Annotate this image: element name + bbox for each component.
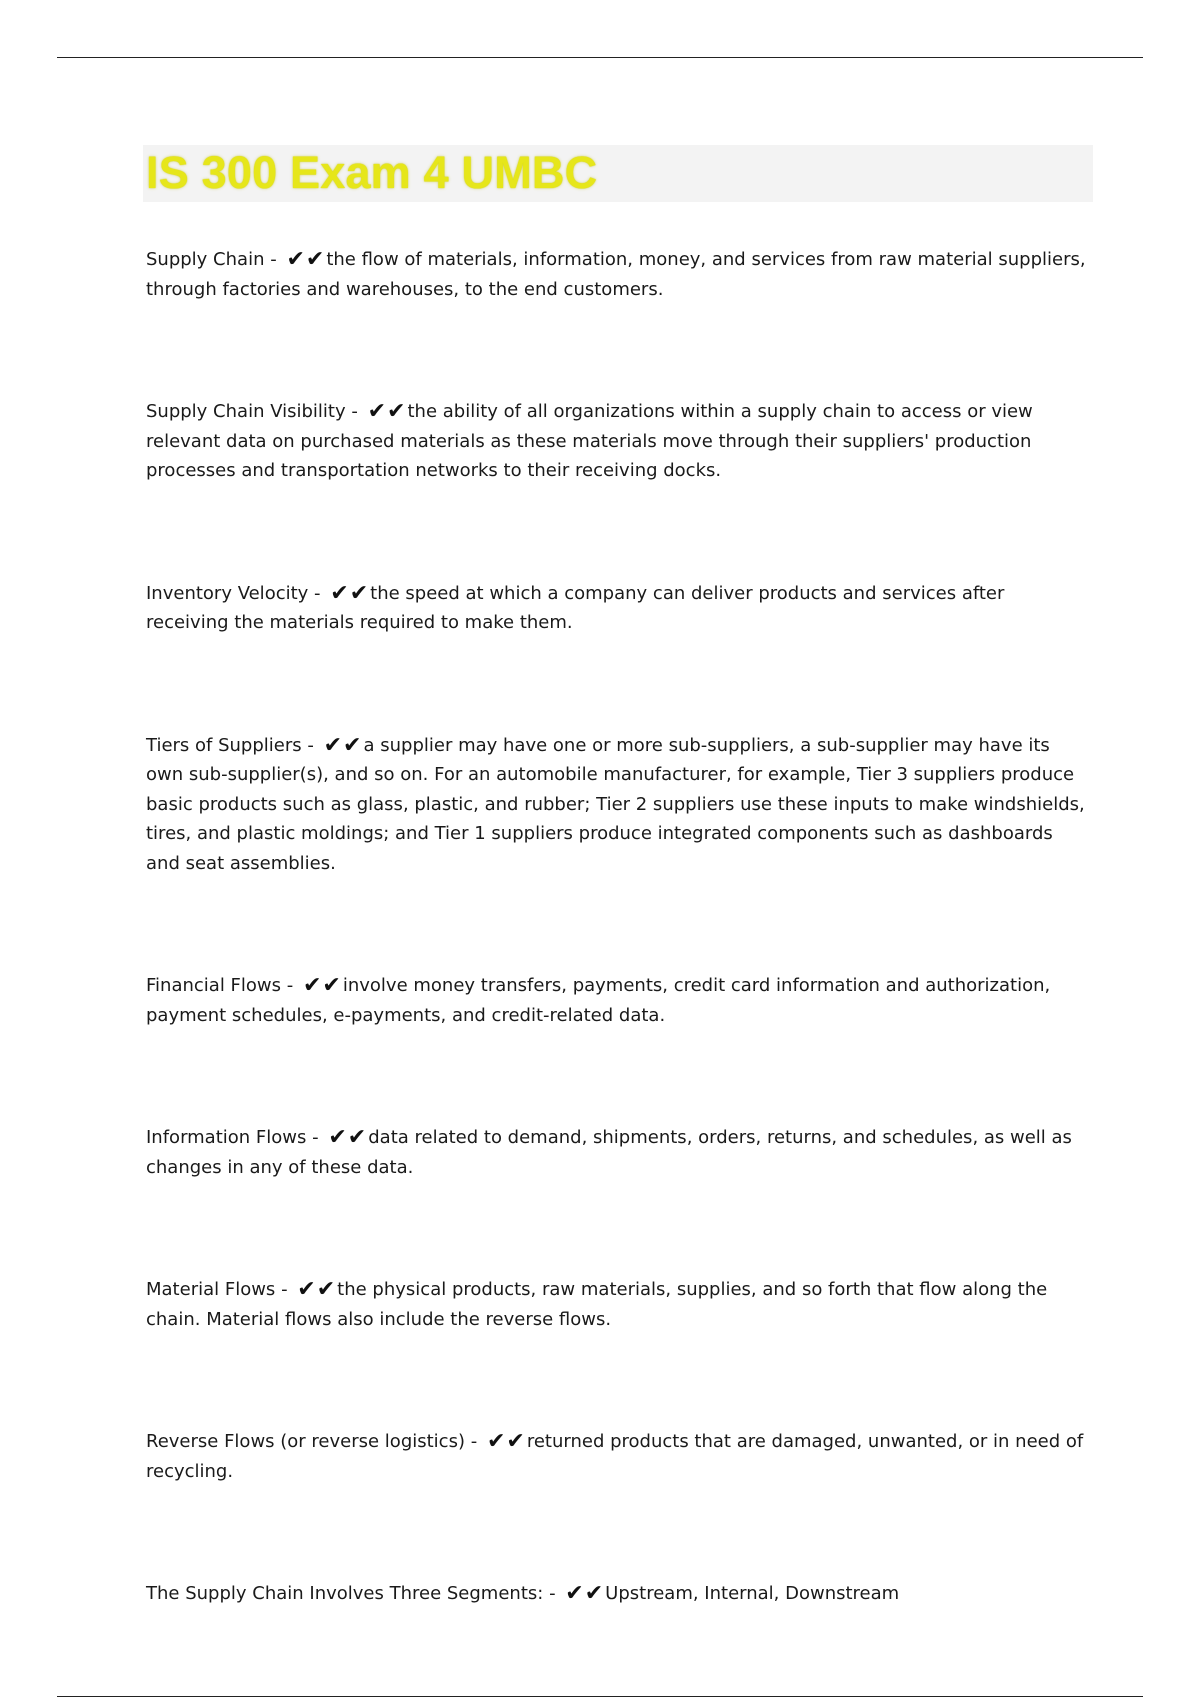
double-check-icon: ✔✔ [367,399,407,424]
double-check-icon: ✔✔ [565,1581,605,1606]
entry-term: Supply Chain Visibility [146,401,346,422]
entry-term: Supply Chain [146,249,265,270]
entry-information-flows [146,1123,1092,1182]
entry-separator: - [312,1127,319,1148]
entry-definition: the physical products, raw materials, supplies, and so forth that flow along the chain. Material flows also include the reverse flows. [146,1279,1048,1330]
entry-inventory-velocity [146,579,1092,638]
double-check-icon: ✔✔ [302,973,342,998]
entry-term: Material Flows [146,1279,276,1300]
entry-financial-flows [146,971,1092,1030]
entry-separator: - [307,734,314,756]
double-check-icon: ✔✔ [297,1277,337,1302]
entry-definition: the ability of all organizations within a supply chain to access or view relevant data on purchased materials as these materials move through their suppliers' production processes and transportation networks to their receiving docks. [146,401,1033,481]
entry-term: The Supply Chain Involves Three Segments: [146,1583,544,1604]
entry-definition: data related to demand, shipments, orders, returns, and schedules, as well as changes in any of these data. [146,1127,1072,1178]
entry-material-flows [146,1275,1092,1334]
double-check-icon: ✔✔ [486,1429,526,1454]
entry-supply-chain [146,245,1092,304]
entry-definition: Upstream, Internal, Downstream [605,1583,900,1604]
entry-term: Inventory Velocity [146,582,309,604]
entry-separator: - [470,1431,478,1452]
entry-separator: - [351,401,358,422]
entry-separator: - [286,975,294,996]
double-check-icon: ✔✔ [330,580,370,606]
entry-term: Tiers of Suppliers [146,734,302,756]
entry-tiers-of-suppliers [146,731,1092,879]
entry-separator: - [549,1583,556,1604]
entry-reverse-flows [146,1427,1092,1486]
bottom-divider [57,1696,1143,1697]
document-title: IS 300 Exam 4 UMBC [146,147,598,198]
entry-separator: - [281,1279,288,1300]
entry-term: Financial Flows [146,975,282,996]
entry-list [146,245,1092,1609]
double-check-icon: ✔✔ [328,1125,368,1150]
double-check-icon: ✔✔ [323,732,363,758]
top-divider [57,57,1143,58]
double-check-icon: ✔✔ [286,247,326,272]
entry-definition: a supplier may have one or more sub-suppliers, a sub-supplier may have its own sub-supplier(s), and so on. For an automobile manufacturer, for example, Tier 3 suppliers produce basic products such as glass, plastic, and rubber; Tier 2 suppliers use these inputs to make windshields, tires, and plastic moldings; and Tier 1 suppliers produce integrated components such as dashboards and seat assemblies. [146,734,1085,874]
entry-definition: the speed at which a company can deliver products and services after receiving the materials required to make them. [146,582,1005,633]
entry-separator: - [270,249,277,270]
entry-term: Reverse Flows (or reverse logistics) [146,1431,465,1452]
entry-definition: returned products that are damaged, unwanted, or in need of recycling. [146,1431,1084,1482]
entry-separator: - [314,582,321,604]
entry-term: Information Flows [146,1127,307,1148]
entry-definition: the flow of materials, information, money, and services from raw material suppliers, through factories and warehouses, to the end customers. [146,249,1086,300]
entry-definition: involve money transfers, payments, credit card information and authorization, payment schedules, e-payments, and credit-related data. [146,975,1051,1026]
entry-supply-chain-segments [146,1579,1092,1609]
entry-supply-chain-visibility [146,397,1092,486]
